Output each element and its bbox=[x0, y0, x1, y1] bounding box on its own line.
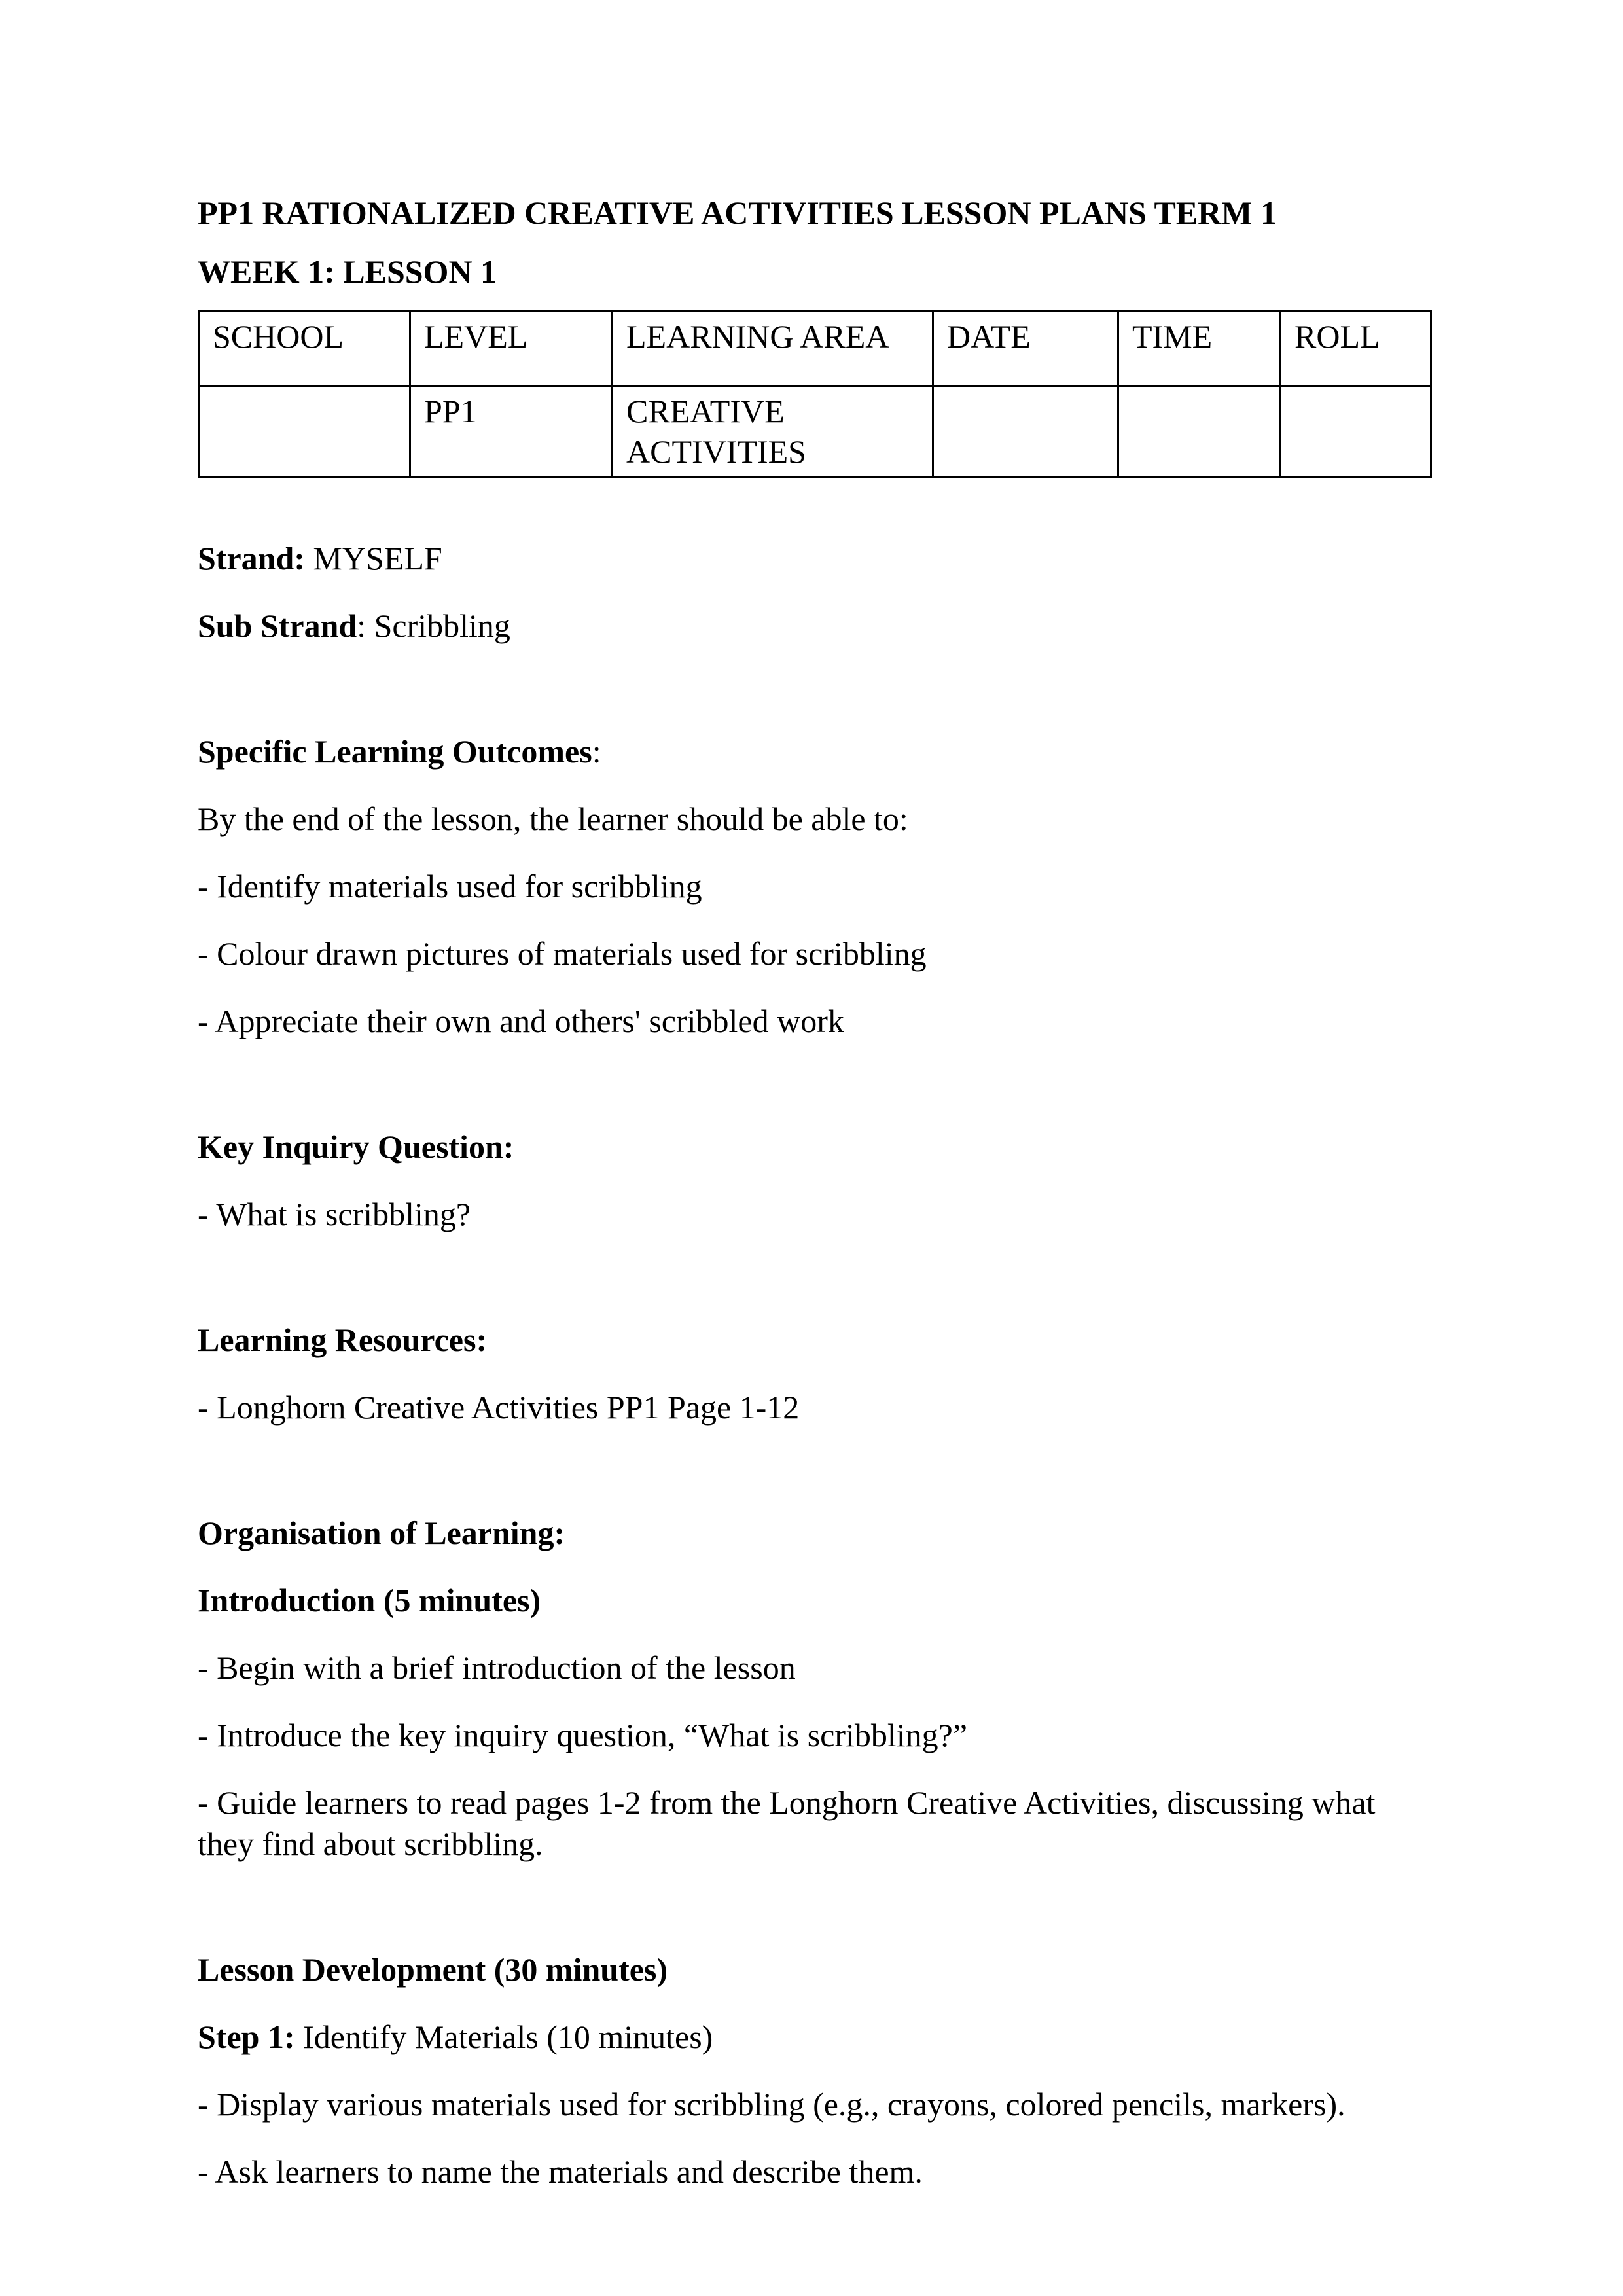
step1-text: Identify Materials (10 minutes) bbox=[294, 2018, 713, 2055]
organisation-heading: Organisation of Learning: bbox=[198, 1515, 565, 1551]
roll-header-cell: ROLL bbox=[1281, 312, 1431, 386]
step1-line bbox=[198, 2017, 1430, 2058]
level-value-cell: PP1 bbox=[410, 386, 613, 477]
time-value-cell bbox=[1118, 386, 1281, 477]
outcome-bullet: - Colour drawn pictures of materials used for scribbling bbox=[198, 935, 927, 972]
strand-label: Strand: bbox=[198, 540, 305, 577]
outcomes-heading-text: Specific Learning Outcomes bbox=[198, 733, 592, 770]
resources-heading: Learning Resources: bbox=[198, 1321, 488, 1358]
key-inquiry-bullet: - What is scribbling? bbox=[198, 1196, 471, 1232]
sub-strand-line bbox=[198, 605, 1430, 647]
lesson-info-table bbox=[198, 310, 1432, 478]
lesson-development-bullet: - Display various materials used for scribbling (e.g., crayons, colored pencils, markers). bbox=[198, 2086, 1346, 2123]
introduction-bullet: - Introduce the key inquiry question, “What is scribbling?” bbox=[198, 1717, 968, 1753]
week-lesson-heading: WEEK 1: LESSON 1 bbox=[198, 253, 497, 290]
outcome-bullet: - Appreciate their own and others' scribbled work bbox=[198, 1003, 844, 1039]
school-value-cell bbox=[199, 386, 410, 477]
lesson-development-heading: Lesson Development (30 minutes) bbox=[198, 1951, 668, 1988]
date-value-cell bbox=[933, 386, 1118, 477]
step1-label: Step 1: bbox=[198, 2018, 295, 2055]
sub-strand-value: : Scribbling bbox=[357, 607, 510, 644]
table-data-row bbox=[199, 386, 1431, 477]
date-header-cell: DATE bbox=[933, 312, 1118, 386]
strand-value: MYSELF bbox=[304, 540, 442, 577]
key-inquiry-heading: Key Inquiry Question: bbox=[198, 1128, 514, 1165]
school-header-cell: SCHOOL bbox=[199, 312, 410, 386]
introduction-bullet: - Guide learners to read pages 1-2 from the Longhorn Creative Activities, discussing what they find about scribbling. bbox=[198, 1784, 1376, 1862]
outcomes-heading bbox=[198, 731, 1430, 772]
resources-bullet: - Longhorn Creative Activities PP1 Page 1-12 bbox=[198, 1389, 800, 1426]
outcomes-heading-colon: : bbox=[592, 733, 601, 770]
strand-line bbox=[198, 538, 1430, 579]
roll-value-cell bbox=[1281, 386, 1431, 477]
level-header-cell: LEVEL bbox=[410, 312, 613, 386]
learning-area-value-cell: CREATIVE ACTIVITIES bbox=[613, 386, 933, 477]
sub-strand-label: Sub Strand bbox=[198, 607, 357, 644]
time-header-cell: TIME bbox=[1118, 312, 1281, 386]
introduction-heading: Introduction (5 minutes) bbox=[198, 1582, 541, 1619]
learning-area-header-cell: LEARNING AREA bbox=[613, 312, 933, 386]
introduction-bullet: - Begin with a brief introduction of the lesson bbox=[198, 1649, 796, 1686]
table-header-row bbox=[199, 312, 1431, 386]
outcome-bullet: - Identify materials used for scribbling bbox=[198, 868, 702, 905]
lesson-development-bullet: - Ask learners to name the materials and describe them. bbox=[198, 2153, 923, 2190]
outcomes-intro: By the end of the lesson, the learner should be able to: bbox=[198, 800, 908, 837]
document-title: PP1 RATIONALIZED CREATIVE ACTIVITIES LESSON PLANS TERM 1 bbox=[198, 194, 1277, 231]
